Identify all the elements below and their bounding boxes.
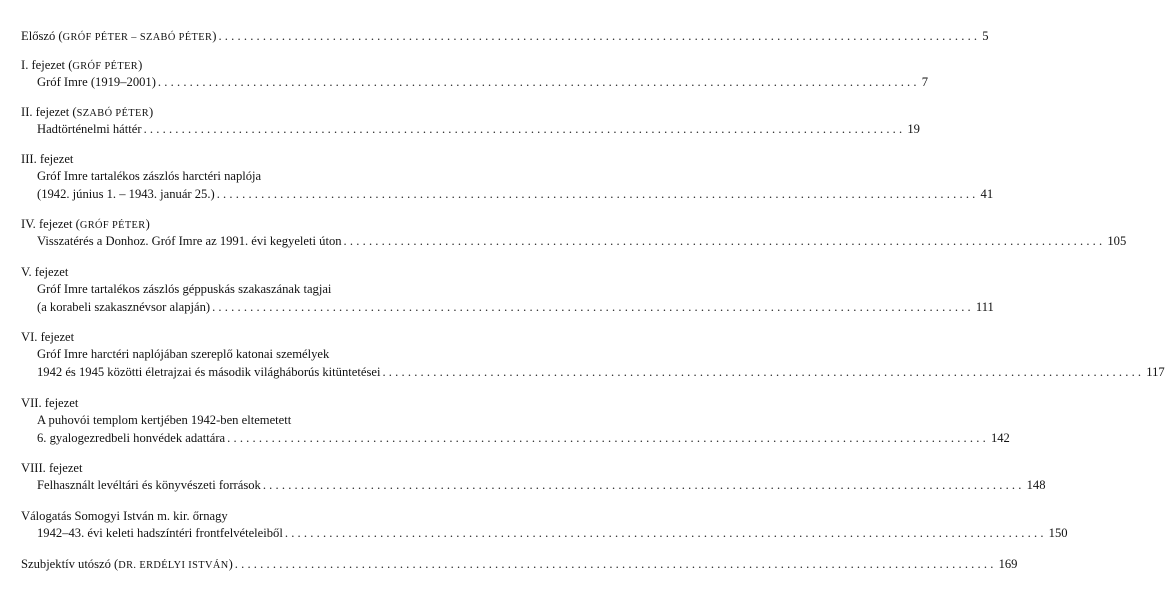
toc-line (37, 477, 1046, 494)
toc-line (37, 121, 920, 138)
toc-title-text: Előszó ( (21, 29, 63, 43)
toc-page-number: 7 (921, 75, 929, 90)
toc-title (21, 28, 216, 46)
toc-title: A puhovói templom kertjében 1942-ben eltemetett (37, 413, 292, 428)
toc-line (21, 556, 1018, 573)
toc-title-text: ) (212, 29, 217, 43)
toc-title (21, 217, 150, 231)
toc-title: Visszatérés a Donhoz. Gróf Imre az 1991. évi kegyeleti úton (37, 234, 342, 249)
toc-line (21, 329, 491, 346)
toc-title: Hadtörténelmi háttér (37, 122, 142, 137)
toc-entry-chapter-6 (21, 329, 1165, 381)
toc-line (37, 412, 491, 429)
dot-leader: ........................................................................................................................ (143, 122, 906, 137)
toc-entry-chapter-8 (21, 460, 1046, 495)
toc-entry-chapter-5 (21, 264, 994, 316)
toc-line (21, 508, 491, 525)
toc-title: VI. fejezet (21, 330, 75, 344)
toc-title: Gróf Imre (1919–2001) (37, 75, 156, 90)
toc-line (37, 168, 491, 185)
toc-entry-afterword (21, 556, 1018, 573)
toc-title: VII. fejezet (21, 396, 79, 410)
toc-title: (a korabeli szakasznévsor alapján) (37, 299, 211, 314)
toc-page-number: 5 (982, 29, 989, 43)
toc-entry-foreword (21, 28, 989, 45)
toc-title-text: Szubjektív utószó ( (21, 557, 119, 571)
toc-title: (1942. június 1. – 1943. január 25.) (37, 186, 215, 201)
toc-title: Gróf Imre harctéri naplójában szereplő katonai személyek (37, 347, 330, 362)
toc-title-text: II. fejezet ( (21, 105, 77, 119)
toc-entry-chapter-1 (21, 57, 929, 92)
toc-title: 6. gyalogezredbeli honvédek adattára (37, 430, 226, 445)
dot-leader: ........................................................................................................................ (234, 557, 997, 571)
dot-leader: ........................................................................................................................ (216, 186, 979, 201)
toc-page-number: 111 (975, 299, 994, 314)
dot-leader: ........................................................................................................................ (382, 364, 1145, 379)
toc-line (21, 460, 491, 477)
toc-page-number: 105 (1107, 234, 1127, 249)
toc-line (37, 281, 491, 298)
toc-title (21, 105, 153, 119)
toc-title: V. fejezet (21, 265, 69, 279)
toc-author: GRÓF PÉTER – SZABÓ PÉTER (62, 32, 213, 43)
toc-author: DR. ERDÉLYI ISTVÁN (118, 560, 229, 571)
toc-line (37, 364, 1165, 381)
toc-title-text: IV. fejezet ( (21, 217, 80, 231)
toc-entry-chapter-2 (21, 104, 920, 139)
toc-author: GRÓF PÉTER (79, 220, 146, 231)
toc-entry-chapter-4 (21, 216, 1127, 251)
toc-page-number: 169 (998, 557, 1018, 571)
toc-line (37, 74, 929, 91)
toc-line (21, 395, 491, 412)
toc-author: SZABÓ PÉTER (76, 108, 149, 119)
toc-line (37, 186, 994, 203)
toc-title-text: ) (145, 217, 150, 231)
toc-title: Felhasznált levéltári és könyvészeti források (37, 478, 261, 493)
toc-title-text: ) (138, 58, 143, 72)
toc-entry-chapter-7 (21, 395, 1010, 447)
toc-entry-photo-selection (21, 508, 1068, 543)
dot-leader: ........................................................................................................................ (218, 29, 981, 43)
toc-line (21, 264, 491, 281)
toc-title: III. fejezet (21, 152, 74, 166)
toc-entry-chapter-3 (21, 151, 994, 203)
toc-page-number: 117 (1146, 364, 1165, 379)
toc-line (21, 28, 989, 45)
toc-title-text: ) (148, 105, 154, 119)
toc-title: Gróf Imre tartalékos zászlós harctéri naplója (37, 169, 262, 184)
toc-line (37, 233, 1127, 250)
toc-title: 1942 és 1945 közötti életrajzai és második világháborús kitüntetései (37, 364, 381, 379)
toc-page-number: 41 (980, 186, 994, 201)
dot-leader: ........................................................................................................................ (284, 526, 1047, 541)
toc-title (21, 58, 142, 72)
toc-title-text: I. fejezet ( (21, 58, 73, 72)
toc-line (37, 299, 994, 316)
toc-line (21, 104, 491, 121)
toc-title (21, 556, 233, 574)
toc-line (21, 216, 491, 233)
toc-page-number: 148 (1026, 478, 1046, 493)
toc-title-text: ) (228, 557, 233, 571)
dot-leader: ........................................................................................................................ (227, 430, 989, 445)
toc-author: GRÓF PÉTER (72, 61, 139, 72)
toc-page-number: 19 (907, 122, 920, 137)
dot-leader: ........................................................................................................................ (157, 75, 920, 90)
toc-line (37, 430, 1010, 447)
dot-leader: ........................................................................................................................ (212, 299, 974, 314)
toc-title: Válogatás Somogyi István m. kir. őrnagy (21, 509, 228, 523)
toc-page-number: 150 (1048, 526, 1068, 541)
toc-title: VIII. fejezet (21, 461, 83, 475)
toc-line (21, 151, 491, 168)
toc-line (37, 525, 1068, 542)
toc-title: 1942–43. évi keleti hadszíntéri frontfelvételeiből (37, 526, 283, 541)
toc-page-number: 142 (990, 430, 1010, 445)
dot-leader: ........................................................................................................................ (343, 234, 1106, 249)
toc-line (37, 346, 491, 363)
toc-line (21, 57, 491, 74)
dot-leader: ........................................................................................................................ (262, 478, 1025, 493)
toc-title: Gróf Imre tartalékos zászlós géppuskás szakaszának tagjai (37, 282, 332, 297)
